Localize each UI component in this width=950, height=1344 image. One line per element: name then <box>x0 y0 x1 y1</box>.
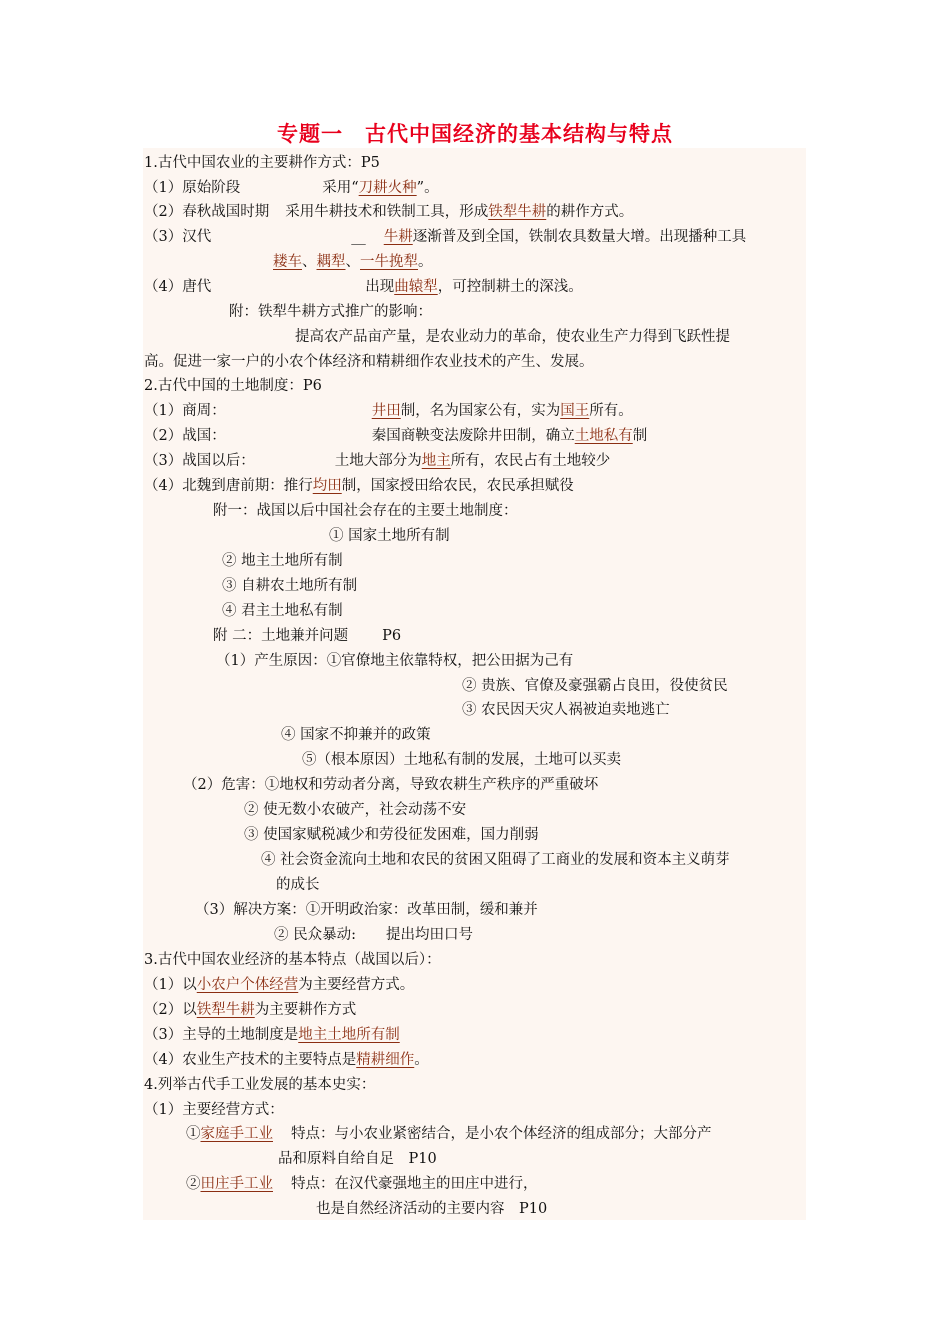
s2-line2-label: （2）战国： <box>144 428 226 444</box>
s2-note2-page: P6 <box>382 628 402 644</box>
s2-line4-text: 制，国家授田给农民，农民承担赋役 <box>341 478 574 494</box>
s4-item1-num: ① <box>186 1126 201 1142</box>
cause-label: （1）产生原因： <box>216 653 327 669</box>
s3-line4 <box>144 1051 429 1069</box>
s4-line1: （1）主要经营方式： <box>144 1102 284 1118</box>
s1-line3-text: 逐渐普及到全国，铁制农具数量大增。出现播种工具 <box>412 229 747 245</box>
s3-line2-label: （2）以 <box>144 1002 197 1018</box>
term-jiating: 家庭手工业 <box>200 1126 273 1142</box>
s1-line2-text: 采用牛耕技术和铁制工具，形成 <box>285 204 489 220</box>
s2-line1-label: （1）商周： <box>144 403 226 419</box>
s1-line3b-end: 。 <box>418 254 433 270</box>
cause-line <box>216 652 573 670</box>
s2-line1-text: 制，名为国家公有，实为 <box>400 403 561 419</box>
solution-item-2 <box>274 926 473 944</box>
s1-line4-label: （4）唐代 <box>144 279 212 295</box>
sep-2: 、 <box>345 254 360 270</box>
s4-item1-cont: 品和原料自给自足 P10 <box>278 1151 437 1167</box>
s1-line3 <box>144 228 746 246</box>
term-tianzhuang: 田庄手工业 <box>200 1176 273 1192</box>
harm-item-1: ①地权和劳动者分离，导致农耕生产秩序的严重破坏 <box>264 777 599 793</box>
harm-item-3: ③ 使国家赋税减少和劳役征发困难，国力削弱 <box>244 827 539 843</box>
land-system-item-2: ② 地主土地所有制 <box>222 553 343 569</box>
harm-item-2: ② 使无数小农破产，社会动荡不安 <box>244 802 467 818</box>
land-system-item-3: ③ 自耕农土地所有制 <box>222 578 358 594</box>
s1-line3-blank: __ <box>351 229 366 245</box>
term-dizhu-tudi: 地主土地所有制 <box>298 1027 400 1043</box>
s2-line3-text: 土地大部分为 <box>334 453 422 469</box>
term-xiaonong: 小农户个体经营 <box>196 977 299 993</box>
title-part-1: 专题一 <box>277 122 343 146</box>
s1-line1-label: （1）原始阶段 <box>144 180 241 196</box>
term-quyuanli: 曲辕犁 <box>394 279 438 295</box>
s1-line3b <box>273 253 433 271</box>
s1-line3-label: （3）汉代 <box>144 229 212 245</box>
cause-item-5: ⑤（根本原因）土地私有制的发展，土地可以买卖 <box>302 752 621 768</box>
solution-item-1: ①开明政治家：改革田制，缓和兼并 <box>305 902 538 918</box>
solution-item-2-label: ② 民众暴动: <box>274 927 356 943</box>
s2-line2 <box>144 427 647 445</box>
term-juntian: 均田 <box>312 478 342 494</box>
s1-line4-text: 出现 <box>365 279 395 295</box>
s1-para-line2: 高。促进一家一户的小农个体经济和精耕细作农业技术的产生、发展。 <box>144 354 594 370</box>
s3-line2 <box>144 1001 356 1019</box>
s1-note: 附：铁犁牛耕方式推广的影响： <box>229 304 432 320</box>
title-part-2: 古代中国经济的基本结构与特点 <box>365 122 673 146</box>
term-jinggeng: 精耕细作 <box>356 1052 415 1068</box>
page-title <box>0 118 950 148</box>
s1-para-line1: 提高农产品亩产量，是农业动力的革命，使农业生产力得到飞跃性提 <box>295 329 730 345</box>
s3-line1-label: （1）以 <box>144 977 197 993</box>
term-tieli-niugeng-2: 铁犁牛耕 <box>196 1002 255 1018</box>
s2-line4 <box>144 477 574 495</box>
solution-label: （3）解决方案： <box>195 902 306 918</box>
s2-note2 <box>213 627 401 645</box>
s3-line4-end: 。 <box>414 1052 429 1068</box>
cause-item-1: ①官僚地主依靠特权，把公田据为己有 <box>326 653 574 669</box>
harm-line <box>183 776 598 794</box>
s3-line3-label: （3）主导的土地制度是 <box>144 1027 299 1043</box>
s1-line1 <box>144 179 439 197</box>
s1-line4 <box>144 278 583 296</box>
term-niugeng: 牛耕 <box>383 229 413 245</box>
s2-note2-text: 附 二：土地兼并问题 <box>213 628 349 644</box>
s1-heading: 1.古代中国农业的主要耕作方式：P5 <box>144 155 380 171</box>
cause-item-3: ③ 农民因天灾人祸被迫卖地逃亡 <box>462 702 670 718</box>
cause-item-2: ② 贵族、官僚及豪强霸占良田，役使贫民 <box>462 678 728 694</box>
s4-item1 <box>186 1125 712 1143</box>
s1-line1-end: ”。 <box>416 180 439 196</box>
term-ouli: 耦犁 <box>316 254 346 270</box>
s3-line3 <box>144 1026 400 1044</box>
s2-line3-label: （3）战国以后： <box>144 453 255 469</box>
s2-note1: 附一：战国以后中国社会存在的主要土地制度： <box>213 503 518 519</box>
s3-line1 <box>144 976 414 994</box>
term-jingtian: 井田 <box>371 403 401 419</box>
term-guowang: 国王 <box>560 403 590 419</box>
s2-line3 <box>144 452 610 470</box>
harm-label: （2）危害： <box>183 777 265 793</box>
harm-item-4: ④ 社会资金流向土地和农民的贫困又阻碍了工商业的发展和资本主义萌芽 <box>261 852 730 868</box>
term-tieli-niugeng: 铁犁牛耕 <box>488 204 547 220</box>
s3-line2-end: 为主要耕作方式 <box>254 1002 357 1018</box>
harm-item-4-cont: 的成长 <box>276 877 320 893</box>
s2-line1-end: 所有。 <box>589 403 633 419</box>
s4-heading: 4.列举古代手工业发展的基本史实： <box>144 1077 376 1093</box>
cause-item-4: ④ 国家不抑兼并的政策 <box>281 727 431 743</box>
s1-line2-end: 的耕作方式。 <box>546 204 634 220</box>
s2-line4-label: （4）北魏到唐前期：推行 <box>144 478 313 494</box>
s1-line2 <box>144 203 633 221</box>
s2-line2-text: 秦国商鞅变法废除井田制，确立 <box>371 428 575 444</box>
s1-line4-end: ，可控制耕土的深浅。 <box>437 279 583 295</box>
s2-line2-end: 制 <box>632 428 648 444</box>
land-system-item-1: ① 国家土地所有制 <box>329 528 450 544</box>
solution-line <box>195 901 538 919</box>
s4-item1-text: 特点：与小农业紧密结合，是小农个体经济的组成部分；大部分产 <box>291 1126 712 1142</box>
s4-item2-cont: 也是自然经济活动的主要内容 P10 <box>316 1201 548 1217</box>
s1-line1-text: 采用“ <box>322 180 359 196</box>
s2-line1 <box>144 402 633 420</box>
s2-heading: 2.古代中国的土地制度：P6 <box>144 378 322 394</box>
land-system-item-4: ④ 君主土地私有制 <box>222 603 343 619</box>
s2-line3-end: 所有，农民占有土地较少 <box>450 453 611 469</box>
s3-line4-label: （4）农业生产技术的主要特点是 <box>144 1052 357 1068</box>
s3-heading: 3.古代中国农业经济的基本特点（战国以后）： <box>144 952 441 968</box>
term-louche: 耧车 <box>273 254 302 270</box>
term-daogeng: 刀耕火种 <box>358 180 417 196</box>
s4-item2-num: ② <box>186 1176 201 1192</box>
term-yiniu-wanli: 一牛挽犁 <box>360 254 418 270</box>
solution-item-2-text: 提出均田口号 <box>386 927 473 943</box>
s4-item2 <box>186 1175 538 1193</box>
s3-line1-end: 为主要经营方式。 <box>298 977 415 993</box>
sep-1: 、 <box>302 254 317 270</box>
s4-item2-text: 特点：在汉代豪强地主的田庄中进行， <box>291 1176 538 1192</box>
s1-line2-label: （2）春秋战国时期 <box>144 204 270 220</box>
term-tudi-siyou: 土地私有 <box>574 428 633 444</box>
term-dizhu: 地主 <box>421 453 451 469</box>
